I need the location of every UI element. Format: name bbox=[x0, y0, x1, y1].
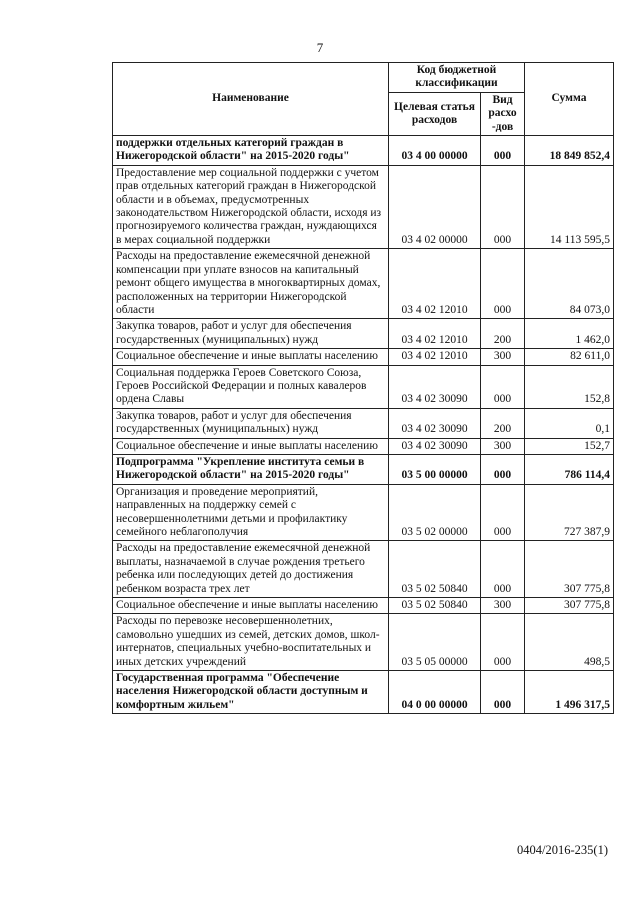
row-sum-cell: 152,7 bbox=[525, 438, 614, 454]
table-row bbox=[113, 365, 614, 408]
row-sum-cell: 82 611,0 bbox=[525, 349, 614, 365]
row-code-cell: 03 5 02 50840 bbox=[389, 598, 481, 614]
row-sum-cell: 18 849 852,4 bbox=[525, 136, 614, 166]
row-kind-cell: 000 bbox=[481, 454, 525, 484]
row-code-cell: 03 4 02 30090 bbox=[389, 438, 481, 454]
row-code-cell: 03 4 02 12010 bbox=[389, 349, 481, 365]
row-kind-cell: 300 bbox=[481, 349, 525, 365]
row-sum-cell: 84 073,0 bbox=[525, 249, 614, 319]
row-sum-cell: 0,1 bbox=[525, 408, 614, 438]
table-row bbox=[113, 541, 614, 598]
row-kind-cell: 000 bbox=[481, 671, 525, 714]
row-kind-cell: 300 bbox=[481, 438, 525, 454]
row-kind-cell: 000 bbox=[481, 365, 525, 408]
row-name-cell: Закупка товаров, работ и услуг для обеспечения государственных (муниципальных) нужд bbox=[113, 319, 389, 349]
row-kind-cell: 200 bbox=[481, 319, 525, 349]
row-sum-cell: 14 113 595,5 bbox=[525, 165, 614, 248]
header-name: Наименование bbox=[113, 63, 389, 136]
row-kind-cell: 300 bbox=[481, 598, 525, 614]
table-row bbox=[113, 408, 614, 438]
row-name-cell: Расходы на предоставление ежемесячной денежной выплаты, назначаемой в случае рождения третьего ребенка или последующих детей до достижения ребенком возраста трех лет bbox=[113, 541, 389, 598]
row-code-cell: 03 4 02 30090 bbox=[389, 365, 481, 408]
table-row bbox=[113, 319, 614, 349]
row-name-cell: Государственная программа "Обеспечение населения Нижегородской области доступным и комфортным жильем" bbox=[113, 671, 389, 714]
table-row bbox=[113, 249, 614, 319]
row-code-cell: 04 0 00 00000 bbox=[389, 671, 481, 714]
row-sum-cell: 307 775,8 bbox=[525, 541, 614, 598]
row-name-cell: поддержки отдельных категорий граждан в Нижегородской области" на 2015-2020 годы" bbox=[113, 136, 389, 166]
table-row bbox=[113, 454, 614, 484]
table-body bbox=[113, 136, 614, 714]
row-sum-cell: 786 114,4 bbox=[525, 454, 614, 484]
row-code-cell: 03 4 02 00000 bbox=[389, 165, 481, 248]
row-kind-cell: 000 bbox=[481, 484, 525, 541]
row-sum-cell: 152,8 bbox=[525, 365, 614, 408]
table-row bbox=[113, 136, 614, 166]
header-code-group: Код бюджетной классификации bbox=[389, 63, 525, 93]
header-sum: Сумма bbox=[525, 63, 614, 136]
budget-table bbox=[112, 62, 614, 714]
row-name-cell: Социальное обеспечение и иные выплаты населению bbox=[113, 438, 389, 454]
table-row bbox=[113, 671, 614, 714]
table-row bbox=[113, 598, 614, 614]
table-header bbox=[113, 63, 614, 136]
row-name-cell: Расходы по перевозке несовершеннолетних, самовольно ушедших из семей, детских домов, школ-интернатов, специальных учебно-воспитательных и иных детских учреждений bbox=[113, 614, 389, 671]
row-name-cell: Расходы на предоставление ежемесячной денежной компенсации при уплате взносов на капитальный ремонт общего имущества в многоквартирных домах, расположенных на территории Нижегородской области bbox=[113, 249, 389, 319]
row-name-cell: Социальное обеспечение и иные выплаты населению bbox=[113, 598, 389, 614]
row-name-cell: Социальное обеспечение и иные выплаты населению bbox=[113, 349, 389, 365]
row-code-cell: 03 4 02 12010 bbox=[389, 249, 481, 319]
row-kind-cell: 000 bbox=[481, 165, 525, 248]
table-row bbox=[113, 349, 614, 365]
row-name-cell: Подпрограмма "Укрепление института семьи в Нижегородской области" на 2015-2020 годы" bbox=[113, 454, 389, 484]
row-code-cell: 03 5 05 00000 bbox=[389, 614, 481, 671]
row-kind-cell: 000 bbox=[481, 249, 525, 319]
row-sum-cell: 727 387,9 bbox=[525, 484, 614, 541]
table-row bbox=[113, 438, 614, 454]
row-code-cell: 03 5 02 00000 bbox=[389, 484, 481, 541]
row-code-cell: 03 5 02 50840 bbox=[389, 541, 481, 598]
row-kind-cell: 000 bbox=[481, 541, 525, 598]
row-kind-cell: 000 bbox=[481, 614, 525, 671]
table-row bbox=[113, 165, 614, 248]
row-kind-cell: 000 bbox=[481, 136, 525, 166]
row-name-cell: Социальная поддержка Героев Советского Союза, Героев Российской Федерации и полных кавалеров ордена Славы bbox=[113, 365, 389, 408]
row-sum-cell: 307 775,8 bbox=[525, 598, 614, 614]
row-kind-cell: 200 bbox=[481, 408, 525, 438]
row-sum-cell: 1 496 317,5 bbox=[525, 671, 614, 714]
row-code-cell: 03 4 02 30090 bbox=[389, 408, 481, 438]
document-code: 0404/2016-235(1) bbox=[517, 843, 608, 857]
page-number: 7 bbox=[316, 40, 324, 55]
row-sum-cell: 498,5 bbox=[525, 614, 614, 671]
row-code-cell: 03 4 02 12010 bbox=[389, 319, 481, 349]
row-sum-cell: 1 462,0 bbox=[525, 319, 614, 349]
row-name-cell: Закупка товаров, работ и услуг для обеспечения государственных (муниципальных) нужд bbox=[113, 408, 389, 438]
row-code-cell: 03 4 00 00000 bbox=[389, 136, 481, 166]
table-row bbox=[113, 614, 614, 671]
header-target-article: Целевая статья расходов bbox=[389, 92, 481, 135]
row-name-cell: Организация и проведение мероприятий, направленных на поддержку семей с несовершеннолетними детьми и профилактику семейного неблагополучия bbox=[113, 484, 389, 541]
row-name-cell: Предоставление мер социальной поддержки с учетом прав отдельных категорий граждан в Нижегородской области и в объемах, предусмотренных законодательством Нижегородской области, исходя из прогнозируемого количества граждан, нуждающихся в мерах социальной поддержки bbox=[113, 165, 389, 248]
header-expense-kind: Вид расхо -дов bbox=[481, 92, 525, 135]
row-code-cell: 03 5 00 00000 bbox=[389, 454, 481, 484]
table-row bbox=[113, 484, 614, 541]
